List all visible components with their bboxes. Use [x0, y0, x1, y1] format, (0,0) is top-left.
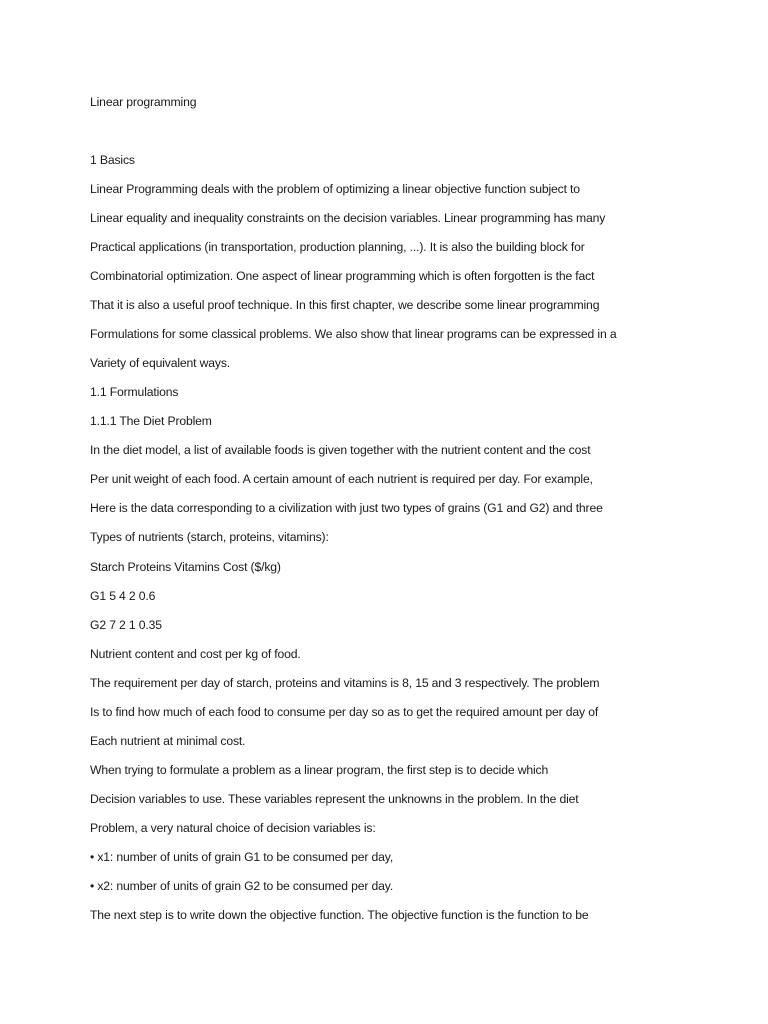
paragraph-line: The next step is to write down the objective function. The objective function is the function to be: [90, 908, 589, 922]
paragraph-line: That it is also a useful proof technique. In this first chapter, we describe some linear programming: [90, 298, 600, 312]
section-heading-basics: 1 Basics: [90, 153, 135, 167]
paragraph-line: Formulations for some classical problems. We also show that linear programs can be expressed in a: [90, 327, 617, 341]
paragraph-line: Per unit weight of each food. A certain amount of each nutrient is required per day. For example,: [90, 472, 593, 486]
paragraph-line: The requirement per day of starch, proteins and vitamins is 8, 15 and 3 respectively. The problem: [90, 676, 600, 690]
document-title: Linear programming: [90, 95, 197, 109]
table-header-line: Starch Proteins Vitamins Cost ($/kg): [90, 560, 281, 574]
paragraph-line: Problem, a very natural choice of decision variables is:: [90, 821, 376, 835]
subsection-heading-diet-problem: 1.1.1 The Diet Problem: [90, 414, 212, 428]
paragraph-line: Here is the data corresponding to a civilization with just two types of grains (G1 and G2) and three: [90, 501, 603, 515]
paragraph-line: In the diet model, a list of available foods is given together with the nutrient content and the cost: [90, 443, 591, 457]
table-row-line: G2 7 2 1 0.35: [90, 618, 162, 632]
paragraph-line: Each nutrient at minimal cost.: [90, 734, 246, 748]
paragraph-line: Linear equality and inequality constraints on the decision variables. Linear programming has many: [90, 211, 606, 225]
paragraph-line: Types of nutrients (starch, proteins, vitamins):: [90, 530, 329, 544]
paragraph-line: When trying to formulate a problem as a linear program, the first step is to decide which: [90, 763, 549, 777]
section-heading-formulations: 1.1 Formulations: [90, 385, 179, 399]
paragraph-line: Is to find how much of each food to consume per day so as to get the required amount per day of: [90, 705, 599, 719]
table-caption-line: Nutrient content and cost per kg of food.: [90, 647, 301, 661]
paragraph-line: Combinatorial optimization. One aspect of linear programming which is often forgotten is the fact: [90, 269, 595, 283]
paragraph-line: Variety of equivalent ways.: [90, 356, 231, 370]
paragraph-line: Practical applications (in transportation, production planning, ...). It is also the building block for: [90, 240, 585, 254]
bullet-item: • x1: number of units of grain G1 to be consumed per day,: [90, 850, 394, 864]
paragraph-line: Decision variables to use. These variables represent the unknowns in the problem. In the diet: [90, 792, 579, 806]
paragraph-line: Linear Programming deals with the problem of optimizing a linear objective function subject to: [90, 182, 580, 196]
bullet-item: • x2: number of units of grain G2 to be consumed per day.: [90, 879, 394, 893]
table-row-line: G1 5 4 2 0.6: [90, 589, 156, 603]
